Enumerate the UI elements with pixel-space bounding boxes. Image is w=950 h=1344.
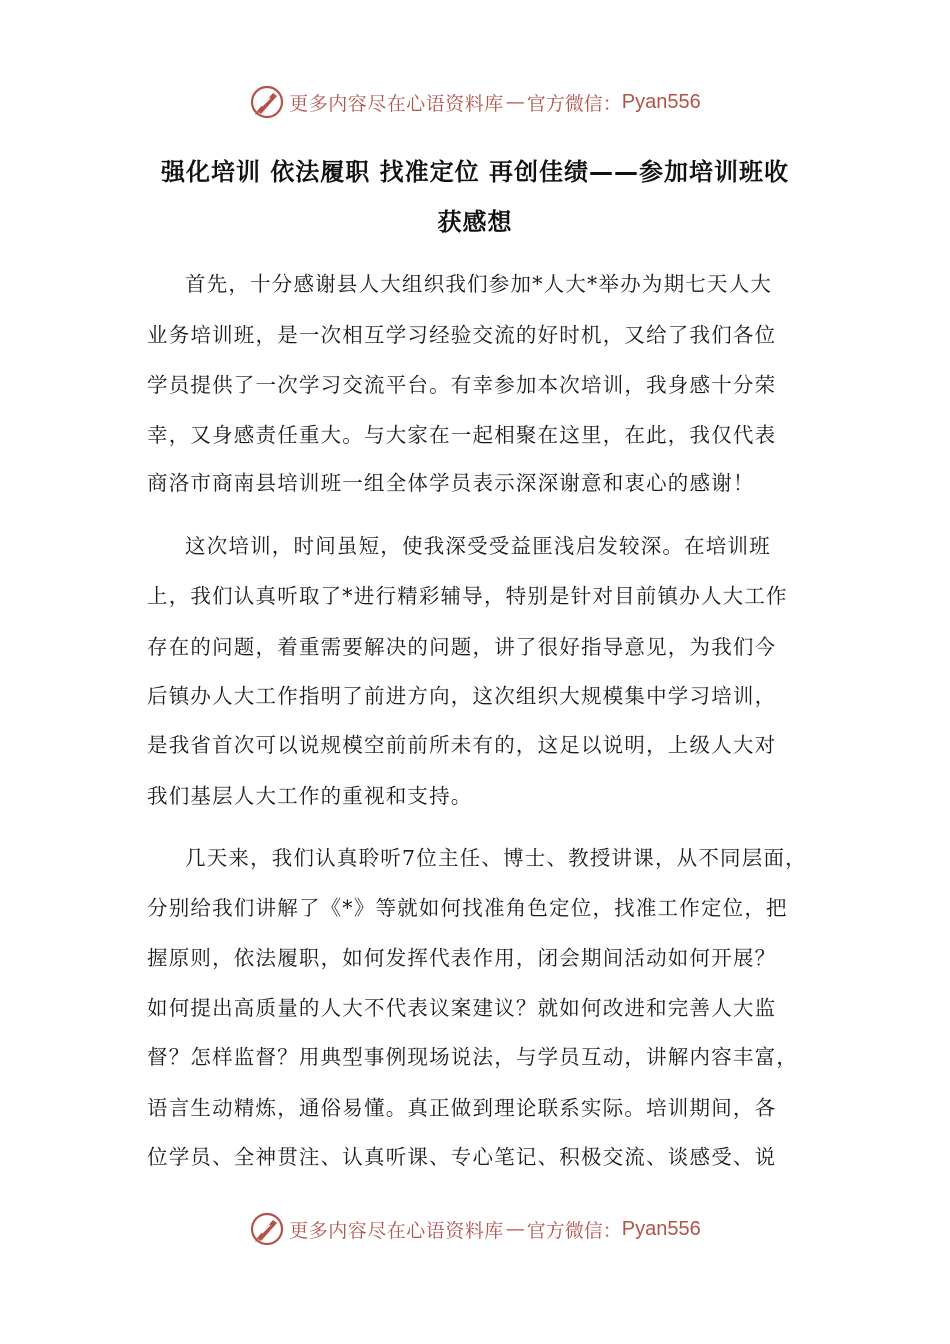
paragraph-3-line: 督？怎样监督？用典型事例现场说法，与学员互动，讲解内容丰富， bbox=[147, 1045, 798, 1069]
paragraph-1-line: 商洛市商南县培训班一组全体学员表示深深谢意和衷心的感谢！ bbox=[147, 471, 755, 495]
paragraph-3-line: 位学员、全神贯注、认真听课、专心笔记、积极交流、谈感受、说 bbox=[147, 1145, 777, 1169]
banner-separator: — bbox=[505, 91, 525, 113]
paragraph-3-line: 分别给我们讲解了《*》等就如何找准角色定位，找准工作定位，把 bbox=[147, 896, 788, 920]
banner-brand: 更多内容尽在心语资料库 bbox=[289, 1219, 504, 1242]
paragraph-3-line: 如何提出高质量的人大不代表议案建议？就如何改进和完善人大监 bbox=[147, 996, 777, 1020]
banner-separator: — bbox=[505, 1218, 525, 1240]
banner-wechat-label: 官方微信： bbox=[526, 92, 622, 115]
banner-wechat-id: Pyan556 bbox=[621, 1217, 701, 1240]
document-title-line-1: 强化培训 依法履职 找准定位 再创佳绩——参加培训班收 bbox=[160, 158, 790, 186]
paragraph-3-line: 语言生动精炼，通俗易懂。真正做到理论联系实际。培训期间，各 bbox=[147, 1096, 777, 1120]
banner-brand: 更多内容尽在心语资料库 bbox=[289, 92, 504, 115]
paragraph-1-line: 学员提供了一次学习交流平台。有幸参加本次培训，我身感十分荣 bbox=[147, 373, 777, 397]
paragraph-2-line: 我们基层人大工作的重视和支持。 bbox=[147, 784, 473, 808]
paragraph-3-line: 握原则，依法履职，如何发挥代表作用，闭会期间活动如何开展？ bbox=[147, 946, 777, 970]
paragraph-2-line: 是我省首次可以说规模空前前所未有的，这足以说明，上级人大对 bbox=[147, 733, 777, 757]
pen-nib-icon bbox=[249, 1211, 285, 1247]
paragraph-3-line: 几天来，我们认真聆听7位主任、博士、教授讲课，从不同层面， bbox=[185, 846, 807, 870]
pen-nib-icon bbox=[249, 84, 285, 120]
paragraph-2-line: 这次培训，时间虽短，使我深受受益匪浅启发较深。在培训班 bbox=[185, 534, 771, 558]
paragraph-1-line: 首先，十分感谢县人大组织我们参加*人大*举办为期七天人大 bbox=[185, 272, 773, 296]
banner-wechat-label: 官方微信： bbox=[526, 1219, 622, 1242]
paragraph-2-line: 上，我们认真听取了*进行精彩辅导，特别是针对目前镇办人大工作 bbox=[147, 584, 788, 608]
paragraph-2-line: 存在的问题，着重需要解决的问题，讲了很好指导意见，为我们今 bbox=[147, 635, 777, 659]
footer-banner bbox=[0, 1209, 950, 1249]
banner-wechat-id: Pyan556 bbox=[621, 90, 701, 113]
header-banner bbox=[0, 82, 950, 122]
paragraph-2-line: 后镇办人大工作指明了前进方向，这次组织大规模集中学习培训， bbox=[147, 684, 777, 708]
document-title-line-2: 获感想 bbox=[437, 208, 513, 236]
paragraph-1-line: 业务培训班，是一次相互学习经验交流的好时机，又给了我们各位 bbox=[147, 323, 777, 347]
paragraph-1-line: 幸，又身感责任重大。与大家在一起相聚在这里，在此，我仅代表 bbox=[147, 423, 777, 447]
